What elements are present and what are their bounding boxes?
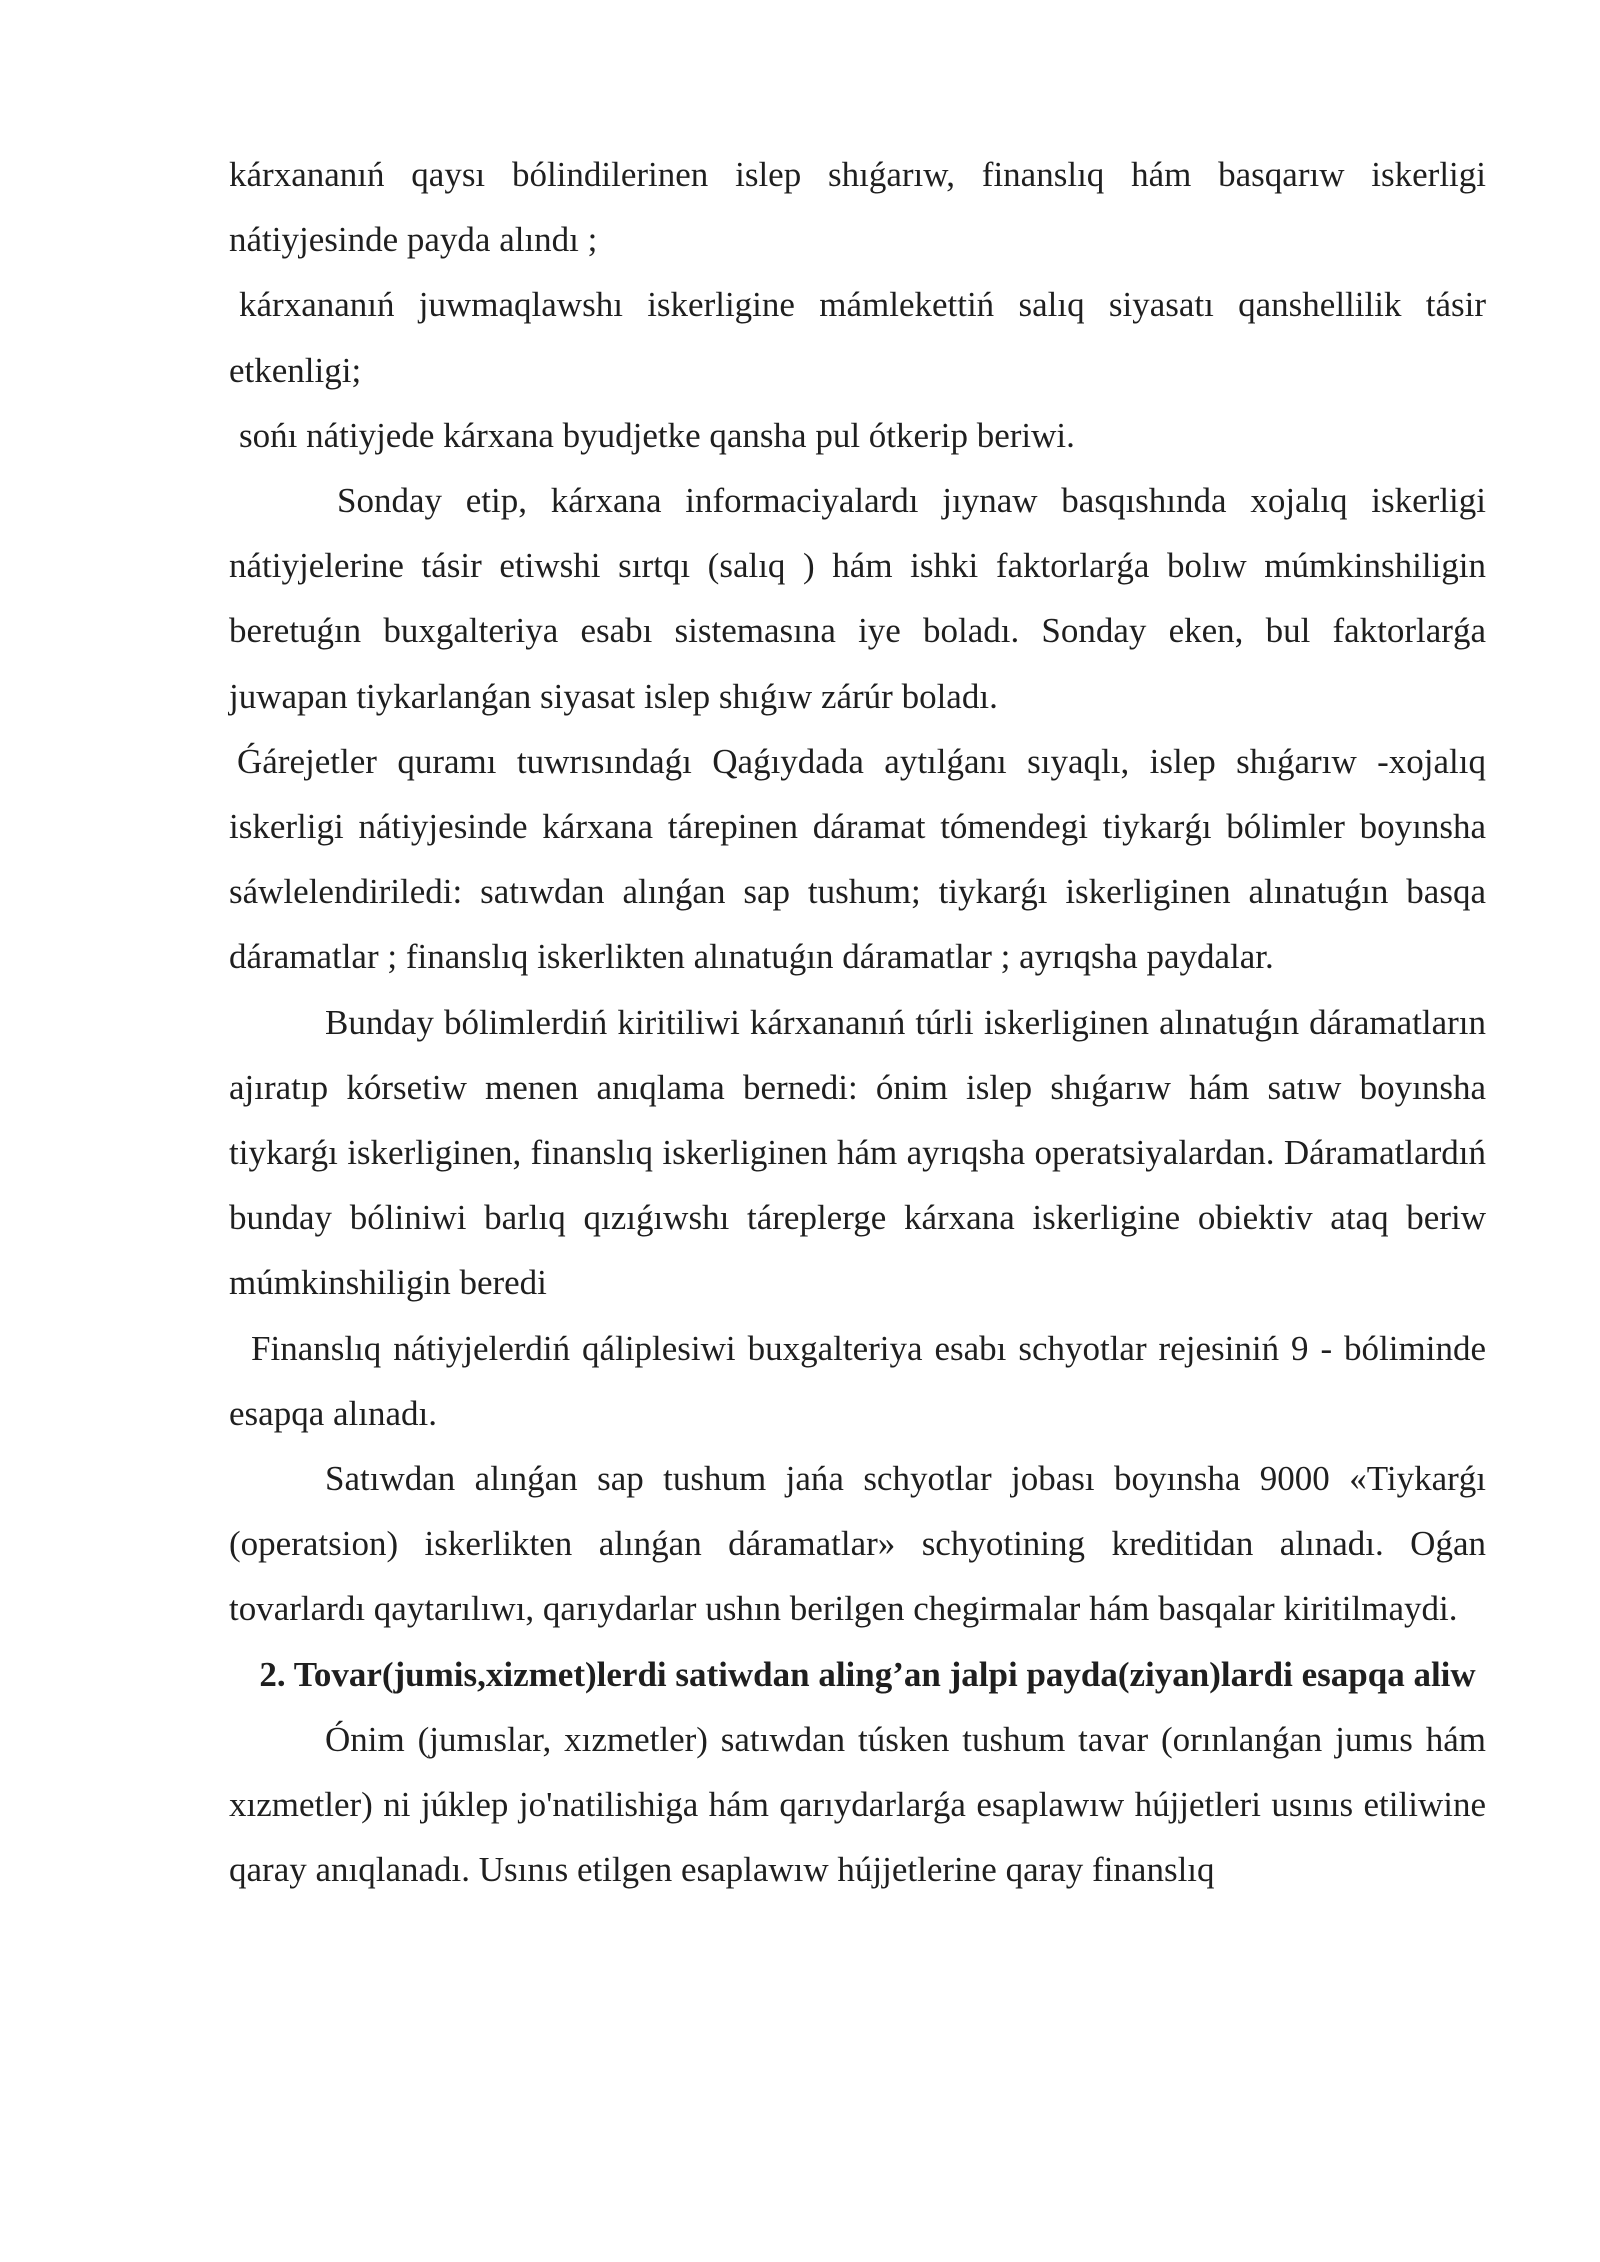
paragraph-product-revenue: Ónim (jumıslar, xızmetler) satıwdan túsken tushum tavar (orınlanǵan jumıs hám xızmetler) ni júklep jo'natilishiga hám qarıydarlarǵa esaplawıw hújjetleri usınıs etiliwine qaray anıqlanadı. Usınıs etilgen esaplawıw hújjetlerine qaray finanslıq <box>229 1719 1486 1890</box>
section-heading: 2. Tovar(jumis,xizmet)lerdi satiwdan aling’an jalpi payda(ziyan)lardi esapqa aliw <box>259 1654 1476 1694</box>
paragraph-financial-results: Finanslıq nátiyjelerdiń qáliplesiwi buxgalteriya esabı schyotlar rejesiniń 9 - bóliminde esapqa alınadı. <box>229 1328 1486 1433</box>
paragraph-income-sections: Bunday bólimlerdiń kiritiliwi kárxananıń túrli iskerliginen alınatuǵın dáramatların ajıratıp kórsetiw menen anıqlama bernedi: ónim islep shıǵarıw hám satıw boyınsha tiykarǵı iskerliginen, finanslıq iskerliginen hám ayrıqsha operatsiyalardan. Dáramatlardıń bunday bóliniwi barlıq qızıǵıwshı táreplerge kárxana iskerligine obiektiv ataq beriw múmkinshiligin beredi <box>229 1002 1486 1303</box>
list-item-departments: kárxananıń qaysı bólindilerinen islep shıǵarıw, finanslıq hám basqarıw iskerligi nátiyjesinde payda alındı ; <box>229 155 1486 260</box>
paragraph-net-revenue: Satıwdan alınǵan sap tushum jańa schyotlar jobası boyınsha 9000 «Tiykarǵı (operatsion) iskerlikten alınǵan dáramatlar» schyotining kreditidan alınadı. Oǵan tovarlardı qaytarılıwı, qarıydarlar ushın berilgen chegirmalar hám basqalar kiritilmaydi. <box>229 1459 1486 1629</box>
paragraph-expense-rules: Ǵárejetler quramı tuwrısındaǵı Qaǵıydada aytılǵanı sıyaqlı, islep shıǵarıw -xojalıq iskerligi nátiyjesinde kárxana tárepinen dáramat tómendegi tiykarǵı bólimler boyınsha sáwlelendiriledi: satıwdan alınǵan sap tushum; tiykarǵı iskerliginen alınatuǵın basqa dáramatlar ; finanslıq iskerlikten alınatuǵın dáramatlar ; ayrıqsha paydalar. <box>229 741 1486 977</box>
list-item-tax-policy: kárxananıń juwmaqlawshı iskerligine mámlekettiń salıq siyasatı qanshellilik tásir etkenligi; <box>229 285 1486 390</box>
list-item-budget: sońı nátiyjede kárxana byudjetke qansha pul ótkerip beriwi. <box>239 415 1075 455</box>
document-body <box>229 142 1486 1902</box>
paragraph-information-stage: Sonday etip, kárxana informaciyalardı jıynaw basqıshında xojalıq iskerligi nátiyjelerine tásir etiwshi sırtqı (salıq ) hám ishki faktorlarǵa bolıw múmkinshiligin beretuǵın buxgalteriya esabı sistemasına iye boladı. Sonday eken, bul faktorlarǵa juwapan tiykarlanǵan siyasat islep shıǵıw zárúr boladı. <box>229 481 1486 716</box>
